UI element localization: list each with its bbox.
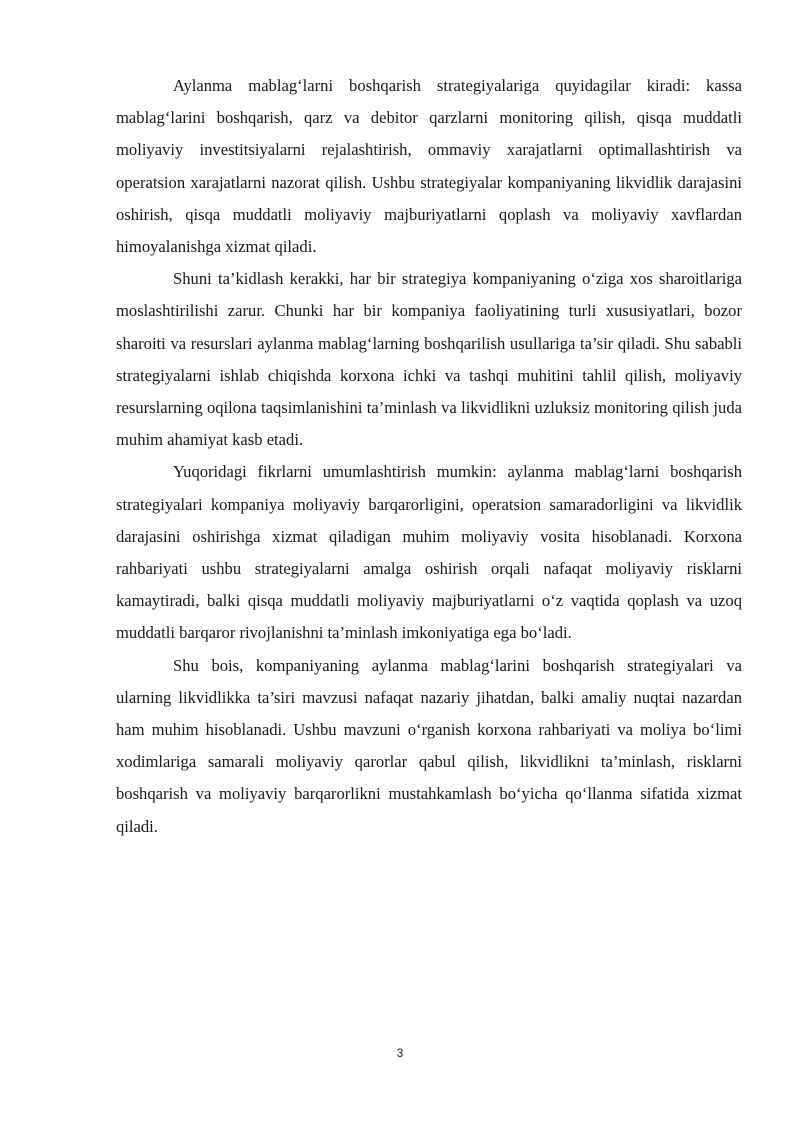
paragraph: Aylanma mablag‘larni boshqarish strategiyalariga quyidagilar kiradi: kassa mablag‘larini boshqarish, qarz va debitor qarzlarni monitoring qilish, qisqa muddatli moliyaviy investitsiyalarni rejalashtirish, ommaviy xarajatlarni optimallashtirish va operatsion xarajatlarni nazorat qilish. Ushbu strategiyalar kompaniyaning likvidlik darajasini oshirish, qisqa muddatli moliyaviy majburiyatlarni qoplash va moliyaviy xavflardan himoyalanishga xizmat qiladi. [116,76,742,257]
document-body [116,70,742,843]
paragraph: Shu bois, kompaniyaning aylanma mablag‘larini boshqarish strategiyalari va ularning likvidlikka ta’siri mavzusi nafaqat nazariy jihatdan, balki amaliy nuqtai nazardan ham muhim hisoblanadi. Ushbu mavzuni o‘rganish korxona rahbariyati va moliya bo‘limi xodimlariga samarali moliyaviy qarorlar qabul qilish, likvidlikni ta’minlash, risklarni boshqarish va moliyaviy barqarorlikni mustahkamlash bo‘yicha qo‘llanma sifatida xizmat qiladi. [116,655,742,836]
paragraph: Shuni ta’kidlash kerakki, har bir strategiya kompaniyaning o‘ziga xos sharoitlariga moslashtirilishi zarur. Chunki har bir kompaniya faoliyatining turli xususiyatlari, bozor sharoiti va resurslari aylanma mablag‘larning boshqarilish usullariga ta’sir qiladi. Shu sababli strategiyalarni ishlab chiqishda korxona ichki va tashqi muhitini tahlil qilish, moliyaviy resurslarning oqilona taqsimlanishini ta’minlash va likvidlikni uzluksiz monitoring qilish juda muhim ahamiyat kasb etadi. [116,269,742,450]
page-number: 3 [396,1046,404,1060]
paragraph: Yuqoridagi fikrlarni umumlashtirish mumkin: aylanma mablag‘larni boshqarish strategiyalari kompaniya moliyaviy barqarorligini, operatsion samaradorligini va likvidlik darajasini oshirishga xizmat qiladigan muhim moliyaviy vosita hisoblanadi. Korxona rahbariyati ushbu strategiyalarni amalga oshirish orqali nafaqat moliyaviy risklarni kamaytiradi, balki qisqa muddatli moliyaviy majburiyatlarni o‘z vaqtida qoplash va uzoq muddatli barqaror rivojlanishni ta’minlash imkoniyatiga ega bo‘ladi. [116,462,742,643]
